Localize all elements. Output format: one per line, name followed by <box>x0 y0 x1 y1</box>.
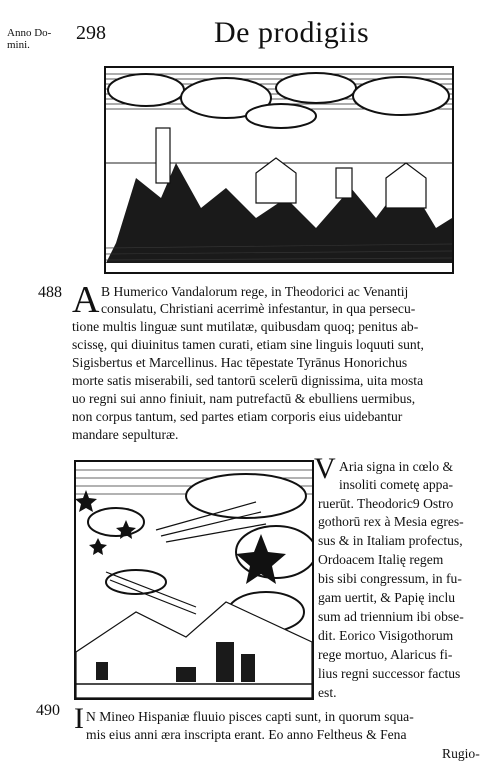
text-line: ruerūt. Theodoric9 Ostro <box>318 496 454 511</box>
text-line: rege mortuo, Alaricus fi- <box>318 647 453 662</box>
text-line: sum ad triennium ibi obse- <box>318 609 464 624</box>
page-number: 298 <box>76 22 106 44</box>
drop-cap: I <box>74 702 84 735</box>
drop-cap: V <box>314 452 336 485</box>
catchword: Rugio- <box>442 746 480 761</box>
margin-note-line: Anno Do- <box>7 27 52 39</box>
woodcut-earthquake-drawing <box>106 68 452 272</box>
text-line: mandare sepulturæ. <box>72 427 179 442</box>
woodcut-earthquake <box>104 66 454 274</box>
text-line: consulatu, Christiani acerrimè infestantur, in qua persecu- <box>101 301 416 316</box>
margin-note-anno <box>7 27 51 51</box>
text-line: morte satis miserabili, sed tantorū scelerū dignissima, uita mosta <box>72 373 424 388</box>
text-line: lius regni successor factus <box>318 666 461 681</box>
text-line: dit. Eorico Visigothorum <box>318 628 454 643</box>
text-line: scissę, qui diuinitus tamen curati, etiam sine linguis loquuti sunt, <box>72 337 424 352</box>
text-line: Ordoacem Italię regem <box>318 552 444 567</box>
page-title: De prodigiis <box>214 16 370 49</box>
year-number: 488 <box>38 284 62 301</box>
text-line: tione multis linguæ sunt mutilatæ, quibusdam quoq; penitus ab- <box>72 319 419 334</box>
text-line: gothorū rex à Mesia egres- <box>318 514 464 529</box>
text-line: non corpus tantum, sed partes etiam corporis eius uidebantur <box>72 409 403 424</box>
text-line: bis sibi congressum, in fu- <box>318 571 462 586</box>
woodcut-comets <box>74 460 314 700</box>
text-line: gam uertit, & Papię inclu <box>318 590 456 605</box>
text-line: insoliti cometę appa- <box>339 477 454 492</box>
margin-note-line: mini. <box>7 39 30 51</box>
text-line: Aria signa in cœlo & <box>339 459 454 474</box>
woodcut-comets-drawing <box>76 462 312 698</box>
text-line: B Humerico Vandalorum rege, in Theodorici ac Venantij <box>101 284 409 299</box>
text-line: uo regni sui anno finiuit, nam putrefactū & ebulliens uermibus, <box>72 391 416 406</box>
text-line: mis eius anni æra inscripta erant. Eo anno Feltheus & Fena <box>86 727 407 742</box>
text-line: est. <box>318 685 337 700</box>
year-number: 490 <box>36 702 60 719</box>
text-line: sus & in Italiam profectus, <box>318 533 463 548</box>
text-line: Sigisbertus et Marcellinus. Hac tēpestate Tyrānus Honorichus <box>72 355 408 370</box>
drop-cap: A <box>72 279 100 321</box>
text-line: N Mineo Hispaniæ fluuio pisces capti sunt, in quorum squa- <box>86 709 414 724</box>
